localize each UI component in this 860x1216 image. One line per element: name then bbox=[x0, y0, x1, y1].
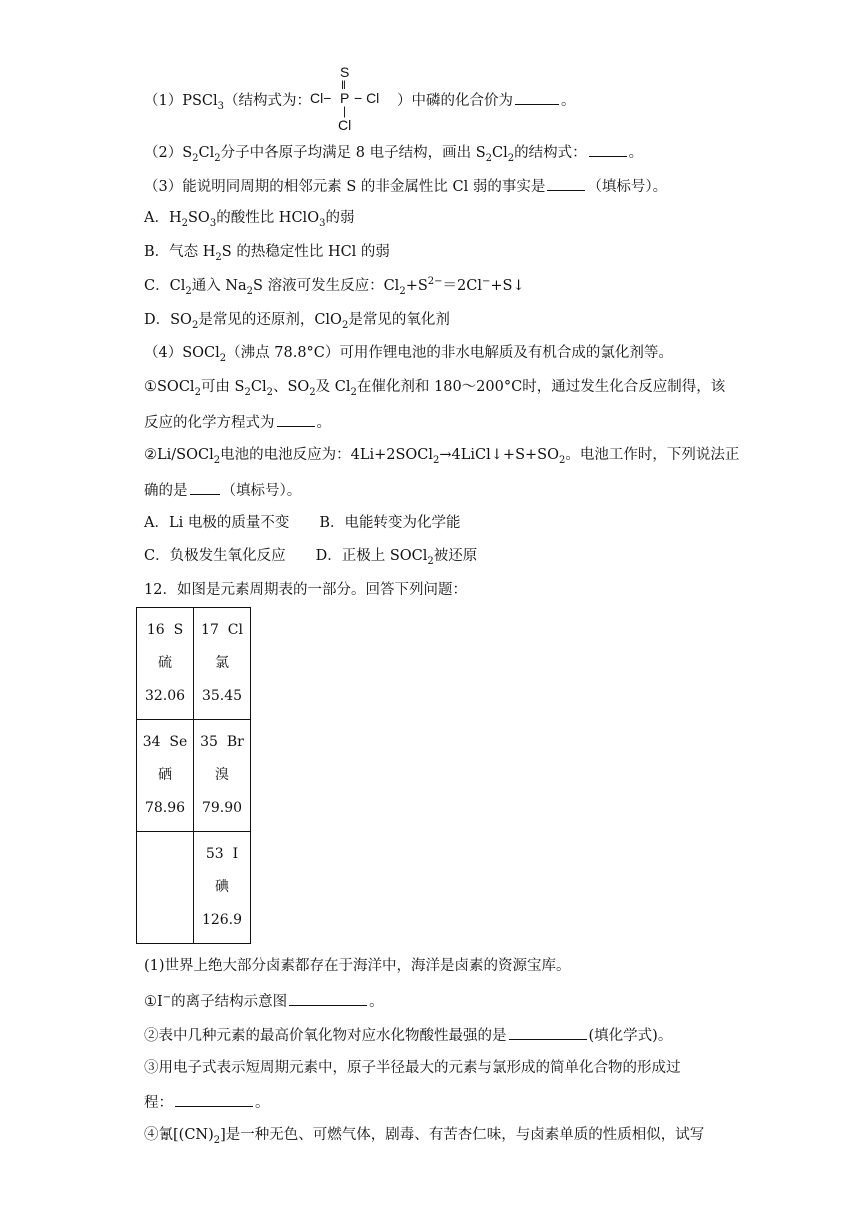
pscl3-structure: S ‖ Cl− P − Cl | Cl bbox=[310, 64, 380, 133]
element-cell-se: 34 Se 硒 78.96 bbox=[137, 720, 194, 832]
element-cell-br: 35 Br 溴 79.90 bbox=[194, 720, 251, 832]
q11-option-d: D．$SO_2$是常见的还原剂，ClO$_2$是常见的氧化剂 bbox=[144, 312, 450, 331]
q11-option-b: B．气态 $H_2S$ 的热稳定性比 HCl 的弱 bbox=[144, 244, 390, 263]
element-cell-cl: 17 Cl 氯 35.45 bbox=[194, 608, 251, 720]
element-cell-i: 53 I 碘 126.9 bbox=[194, 832, 251, 944]
q11-option-c: C．$Cl_2$通入 $Na_2S$ 溶液可发生反应：$Cl_2+S^{2-}=2Cl^-+S↓$ bbox=[144, 276, 525, 297]
element-cell-empty bbox=[137, 832, 194, 944]
q11-part4-sub1: ①SOCl$_2$可由 $S_2Cl_2$、$SO_2$及 $Cl_2$在催化剂和 180～200°C时，通过发生化合反应制得，该 bbox=[144, 379, 726, 398]
q11-part4-opt-ab: A．Li 电极的质量不变 B．电能转变为化学能 bbox=[144, 515, 461, 531]
q11-option-a: A．$H_2SO_3$的酸性比 HClO$_3$的弱 bbox=[144, 210, 355, 229]
answer-blank-4[interactable] bbox=[277, 411, 315, 427]
q12-sub3-line2: 程： 。 bbox=[144, 1091, 270, 1113]
q11-part4: （4）SOCl$_2$（沸点 78.8°C）可用作锂电池的非水电解质及有机合成的氯化剂等。 bbox=[144, 345, 673, 364]
answer-blank-5[interactable] bbox=[190, 479, 220, 495]
q12-sub4: ④氰$[(CN)_2]$是一种无色、可燃气体，剧毒、有苦杏仁味，与卤素单质的性质相似，试写 bbox=[144, 1127, 705, 1146]
answer-blank-3[interactable] bbox=[547, 175, 585, 191]
q12-title: 12．如图是元素周期表的一部分。回答下列问题： bbox=[144, 582, 467, 598]
q11-part4-opt-cd: C．负极发生氧化反应 D．正极上 SOCl$_2$被还原 bbox=[144, 548, 478, 567]
q12-part1: (1)世界上绝大部分卤素都存在于海洋中，海洋是卤素的资源宝库。 bbox=[144, 958, 571, 974]
q11-part4-sub2-line2: 确的是 （填标号）。 bbox=[144, 479, 301, 501]
answer-blank-6[interactable] bbox=[289, 990, 367, 1006]
q11-part4-sub1-line2: 反应的化学方程式为 。 bbox=[144, 411, 331, 433]
q11-part4-sub2: ②Li/SOCl$_2$电池的电池反应为：$4Li+2SOCl_2\to 4LiCl↓+S+SO_2$。电池工作时，下列说法正 bbox=[144, 447, 740, 466]
q11-part3: （3）能说明同周期的相邻元素 S 的非金属性比 Cl 弱的事实是 （填标号）。 bbox=[144, 175, 667, 197]
q11-part1: （1）PSCl$_3$（结构式为： ）中磷的化合价为 。 bbox=[144, 89, 576, 111]
element-cell-s: 16 S 硫 32.06 bbox=[137, 608, 194, 720]
answer-blank-1[interactable] bbox=[515, 89, 559, 105]
q12-sub1: ①I−的离子结构示意图 。 bbox=[144, 990, 384, 1012]
answer-blank-2[interactable] bbox=[589, 141, 627, 157]
q12-sub2: ②表中几种元素的最高价氧化物对应水化物酸性最强的是 (填化学式)。 bbox=[144, 1024, 672, 1046]
periodic-table-fragment bbox=[136, 607, 251, 944]
answer-blank-7[interactable] bbox=[509, 1024, 587, 1040]
q11-part2: $(2)S_2Cl_2$分子中各原子均满足 8 电子结构，画出 $S_2Cl_2$的结构式： 。 bbox=[144, 141, 643, 163]
q12-sub3: ③用电子式表示短周期元素中，原子半径最大的元素与氯形成的简单化合物的形成过 bbox=[144, 1060, 681, 1076]
answer-blank-8[interactable] bbox=[175, 1091, 253, 1107]
